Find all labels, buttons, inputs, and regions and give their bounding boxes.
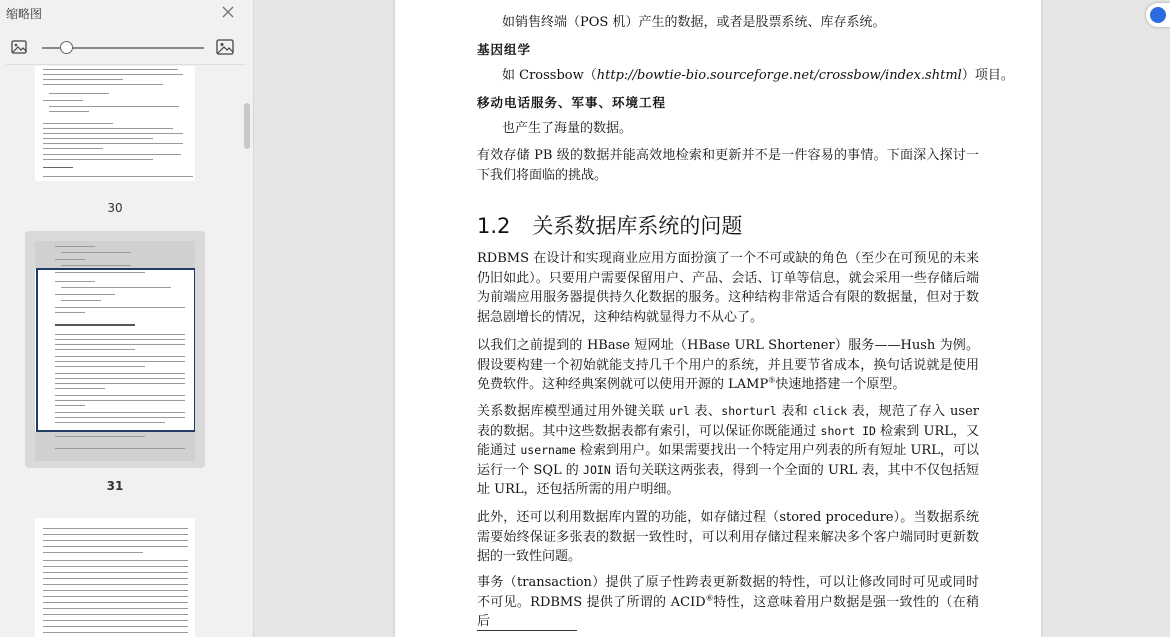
thumbnail-item[interactable] — [25, 66, 205, 216]
section-number: 1.2 — [477, 214, 511, 238]
paragraph: 有效存储 PB 级的数据并能高效地检索和更新并不是一件容易的事情。下面深入探讨一下我们将面临的挑战。 — [477, 148, 979, 183]
footnote-divider — [477, 630, 577, 631]
text-span: 以我们之前提到的 HBase 短网址（HBase URL Shortener）服务——Hush 为例。假设要构建一个初始就能支持几千个用户的系统，并且要节省成本，换句话说就是使用免费软件。这种经典案例就可以使用开源的 LAMP — [477, 338, 979, 392]
text-span: 快速地搭建一个原型。 — [775, 377, 906, 392]
thumbnail-item[interactable] — [25, 510, 205, 637]
thumbnail-sidebar — [0, 0, 254, 637]
section-heading — [477, 210, 742, 240]
text-span: 表和 — [776, 404, 813, 419]
subheading: 基因组学 — [477, 42, 532, 57]
text-span: 如 Crossbow（ — [502, 68, 597, 83]
slider-handle[interactable] — [60, 41, 73, 54]
larger-thumbnail-icon[interactable] — [216, 39, 234, 55]
code-span: click — [812, 404, 848, 418]
thumbnail-item-selected[interactable] — [25, 231, 205, 493]
code-span: shorturl — [721, 404, 777, 418]
document-view[interactable] — [255, 0, 1170, 637]
text-line — [502, 66, 1014, 86]
sidebar-title: 缩略图 — [6, 7, 43, 21]
assistant-icon — [1150, 7, 1166, 23]
paragraph — [477, 336, 979, 395]
document-page — [395, 0, 1041, 637]
text-line: 如销售终端（POS 机）产生的数据，或者是股票系统、库存系统。 — [502, 15, 886, 30]
code-span: username — [520, 443, 576, 457]
text-span: 事务（transaction）提供了原子性跨表更新数据的特性，可以让修改同时可见或同时不可见。RDBMS 提供了所谓的 ACID — [477, 575, 979, 610]
smaller-thumbnail-icon[interactable] — [11, 40, 27, 54]
sidebar-header — [0, 0, 254, 26]
paragraph: RDBMS 在设计和实现商业应用方面扮演了一个不可或缺的角色（至少在可预见的未来仍旧如此）。只要用户需要保留用户、产品、会话、订单等信息，就会采用一些存储后端为前端应用服务器提供持久化数据的服务。这种结构非常适合有限的数据量，但对于数据急剧增长的情况，这种结构就显得力不从心了。 — [477, 251, 979, 325]
code-span: JOIN — [583, 462, 611, 477]
code-span: url — [669, 404, 690, 418]
thumbnail-size-toolbar — [0, 36, 254, 60]
paragraph — [477, 573, 979, 632]
text-span: 特性，这意味着用户数据是强一致性的（在稍后 — [477, 594, 979, 629]
text-span: ）项目。 — [961, 68, 1014, 83]
code-span: short ID — [820, 423, 876, 438]
sidebar-scrollbar[interactable] — [244, 103, 250, 149]
sidebar-divider — [6, 64, 246, 65]
text-span: 检索到用户。如果需要找出一个特定用户列表的所有短址 URL，可以运行一个 SQL 的 — [477, 443, 979, 478]
text-span: 检索到 URL，又能通过 — [477, 423, 979, 458]
text-span: 表，规范了存入 user 表的数据。其中这些数据表都有索引，可以保证你既能通过 — [477, 404, 979, 439]
floating-assistant-button[interactable] — [1146, 3, 1170, 27]
footnote-ref[interactable]: ⑥ — [705, 593, 714, 603]
text-span: 语句关联这两张表，得到一个全面的 URL 表，其中不仅包括短址 URL，还包括所需的用户明细。 — [477, 462, 980, 497]
page-thumbnail[interactable] — [35, 66, 195, 181]
footnote-ref[interactable]: ⑤ — [768, 375, 776, 385]
text-span: 关系数据库模型通过用外键关联 — [477, 404, 670, 419]
page-number: 30 — [107, 201, 123, 215]
close-icon[interactable] — [220, 4, 236, 20]
paragraph: 此外，还可以利用数据库内置的功能，如存储过程（stored procedure）。当数据系统需要始终保证多张表的数据一致性时，可以利用存储过程来解决多个客户端同时更新数据的一致性问题。 — [477, 510, 979, 564]
paragraph — [477, 402, 979, 500]
page-thumbnail[interactable] — [35, 518, 195, 637]
visible-area-indicator[interactable] — [36, 268, 195, 432]
text-span: 表、 — [689, 404, 722, 419]
page-thumbnail[interactable] — [35, 241, 195, 461]
page-number: 31 — [106, 479, 124, 493]
subheading: 移动电话服务、军事、环境工程 — [477, 95, 667, 110]
text-line: 也产生了海量的数据。 — [502, 121, 633, 136]
url-link[interactable]: http://bowtie-bio.sourceforge.net/crossbow/index.shtml — [596, 68, 962, 83]
section-title: 关系数据库系统的问题 — [532, 214, 743, 238]
